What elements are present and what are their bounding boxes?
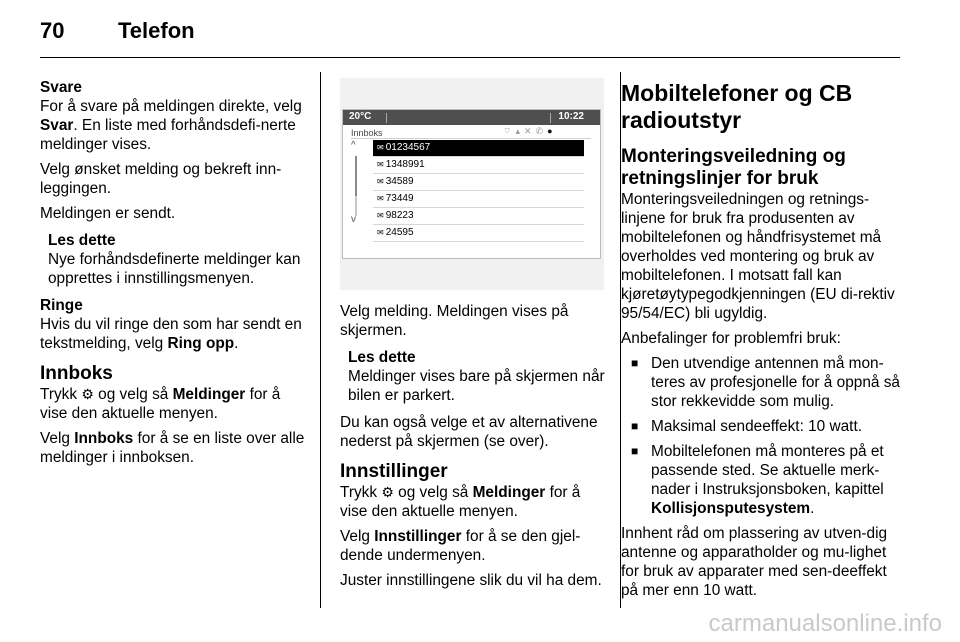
list-item bbox=[621, 442, 905, 518]
envelope-icon: ✉ bbox=[377, 211, 384, 220]
message-row-selected[interactable] bbox=[373, 140, 584, 157]
text-run: for å vise den aktuelle menyen. bbox=[340, 484, 581, 520]
scrollbar-thumb[interactable] bbox=[355, 156, 357, 196]
menu-term-svar: Svar bbox=[40, 117, 74, 134]
text-run: for å se en liste over alle meldinger i innboksen. bbox=[40, 430, 305, 466]
column-1 bbox=[40, 78, 308, 473]
message-sender: 01234567 bbox=[385, 142, 431, 153]
envelope-icon: ✉ bbox=[377, 177, 384, 186]
inbox-title: Innboks bbox=[351, 128, 383, 138]
text-run: Velg bbox=[40, 430, 75, 447]
message-sender: 34589 bbox=[385, 176, 414, 187]
svare-heading: Svare bbox=[40, 79, 82, 96]
menu-term-ring-opp: Ring opp bbox=[167, 335, 235, 352]
mute-icon: ✕ bbox=[524, 126, 536, 136]
message-list bbox=[373, 140, 584, 242]
message-sender: 73449 bbox=[385, 193, 414, 204]
svare-paragraph-2: Velg ønsket melding og bekreft inn-leggingen. bbox=[40, 161, 282, 197]
column-3 bbox=[621, 80, 905, 606]
watermark: carmanualsonline.info bbox=[708, 610, 942, 637]
recommendations-list bbox=[621, 354, 905, 518]
message-row[interactable] bbox=[373, 157, 584, 174]
message-sender: 24595 bbox=[385, 227, 414, 238]
text-run: for å vise den aktuelle menyen. bbox=[40, 386, 281, 422]
message-row[interactable] bbox=[373, 225, 584, 242]
guidelines-paragraph: Monteringsveiledningen og retnings-linjene for bruk fra produsenten av mobiltelefonen og håndfrisystemet må overholdes ved montering og bruk av mobiltelefonen. I motsatt fall kan kjøretøytypegodkjenningen (EU di-rektiv 95/54/EC) bli ugyldig. bbox=[621, 191, 895, 322]
advice-paragraph: Innhent råd om plassering av utven-dig antenne og apparatholder og mu-lighet for bruk av apparater med sen-deeffekt på mer enn 10 watt. bbox=[621, 525, 888, 599]
text-run: Velg bbox=[340, 528, 375, 545]
page-number: 70 bbox=[40, 18, 65, 43]
svare-paragraph-3: Meldingen er sendt. bbox=[40, 205, 176, 222]
note-title: Les dette bbox=[348, 349, 416, 366]
menu-term-innstillinger: Innstillinger bbox=[374, 528, 462, 545]
message-sender: 1348991 bbox=[385, 159, 425, 170]
envelope-icon: ✉ bbox=[377, 160, 384, 169]
note-box bbox=[40, 231, 308, 288]
text-run: Trykk bbox=[340, 484, 382, 501]
text-run: . bbox=[810, 500, 815, 517]
text-run: og velg så bbox=[393, 484, 473, 501]
text-run: Mobiltelefonen må monteres på et passende sted. Se aktuelle merk-nader i Instruksjonsboken, kapittel bbox=[651, 443, 884, 498]
list-item: ■ Den utvendige antennen må mon-teres av profesjonelle for å oppnå så stor rekkevidde som mulig. bbox=[621, 354, 905, 411]
text-run: For å svare på meldingen direkte, velg bbox=[40, 98, 302, 115]
innstillinger-paragraph-2 bbox=[340, 527, 608, 565]
text-run: Trykk bbox=[40, 386, 82, 403]
message-row[interactable] bbox=[373, 174, 584, 191]
header-rule bbox=[40, 57, 900, 58]
message-row[interactable] bbox=[373, 208, 584, 225]
clock-readout: 10:22 bbox=[558, 111, 584, 122]
list-item: ■ Maksimal sendeeffekt: 10 watt. bbox=[621, 417, 905, 436]
bluetooth-icon: ● bbox=[547, 126, 557, 136]
text-run: Hvis du vil ringe den som har sendt en tekstmelding, velg bbox=[40, 316, 302, 352]
text-run: for å se den gjel-dende undermenyen. bbox=[340, 528, 581, 564]
innboks-paragraph-2 bbox=[40, 429, 308, 467]
note-text: Nye forhåndsdefinerte meldinger kan opprettes i innstillingsmenyen. bbox=[48, 251, 301, 287]
scroll-down-icon[interactable]: v bbox=[351, 214, 356, 225]
phone-icon: ✆ bbox=[535, 126, 548, 136]
message-row[interactable] bbox=[373, 191, 584, 208]
envelope-icon: ✉ bbox=[377, 143, 384, 152]
innboks-heading: Innboks bbox=[40, 363, 113, 384]
message-sender: 98223 bbox=[385, 210, 414, 221]
text-run: og velg så bbox=[93, 386, 173, 403]
ringe-heading: Ringe bbox=[40, 297, 83, 314]
select-message-paragraph: Velg melding. Meldingen vises på skjermen. bbox=[340, 303, 569, 339]
status-separator bbox=[386, 113, 387, 123]
note-title: Les dette bbox=[48, 232, 116, 249]
running-title: Telefon bbox=[118, 18, 195, 43]
chapter-heading: Mobiltelefoner og CB radioutstyr bbox=[621, 80, 853, 133]
status-bar bbox=[343, 110, 600, 125]
menu-term-innboks: Innboks bbox=[74, 430, 134, 447]
menu-term-meldinger: Meldinger bbox=[172, 386, 246, 403]
alternatives-paragraph: Du kan også velge et av alternativene nederst på skjermen (se over). bbox=[340, 414, 598, 450]
column-divider-1 bbox=[320, 72, 321, 608]
screen-rule bbox=[351, 138, 591, 139]
svare-paragraph-1 bbox=[40, 97, 308, 154]
text-run: . bbox=[234, 335, 239, 352]
innstillinger-heading: Innstillinger bbox=[340, 461, 448, 482]
temperature-readout: 20°C bbox=[349, 111, 372, 122]
antenna-icon: ▴ bbox=[515, 126, 524, 136]
menu-term-meldinger: Meldinger bbox=[472, 484, 546, 501]
section-heading: Monteringsveiledning og retningslinjer for bruk bbox=[621, 146, 846, 189]
chapter-reference: Kollisjonsputesystem bbox=[651, 500, 811, 517]
innstillinger-paragraph-3: Juster innstillingene slik du vil ha dem. bbox=[340, 572, 602, 589]
recommendations-intro: Anbefalinger for problemfri bruk: bbox=[621, 330, 841, 347]
scroll-up-icon[interactable]: ^ bbox=[351, 140, 356, 151]
text-run: . En liste med forhåndsdefi-nerte meldinger vises. bbox=[40, 117, 296, 153]
envelope-icon: ✉ bbox=[377, 228, 384, 237]
status-icons bbox=[503, 126, 557, 137]
signal-icon: ⌔ bbox=[503, 126, 516, 136]
innboks-paragraph-1 bbox=[40, 385, 308, 423]
column-2 bbox=[340, 302, 608, 596]
config-icon: ⚙ bbox=[381, 484, 394, 500]
config-icon: ⚙ bbox=[81, 386, 94, 402]
innstillinger-paragraph-1 bbox=[340, 483, 608, 521]
ringe-paragraph bbox=[40, 315, 308, 353]
note-box bbox=[340, 348, 608, 405]
status-separator bbox=[550, 113, 551, 123]
infotainment-screen bbox=[342, 109, 601, 259]
note-text: Meldinger vises bare på skjermen når bilen er parkert. bbox=[348, 368, 605, 404]
envelope-icon: ✉ bbox=[377, 194, 384, 203]
